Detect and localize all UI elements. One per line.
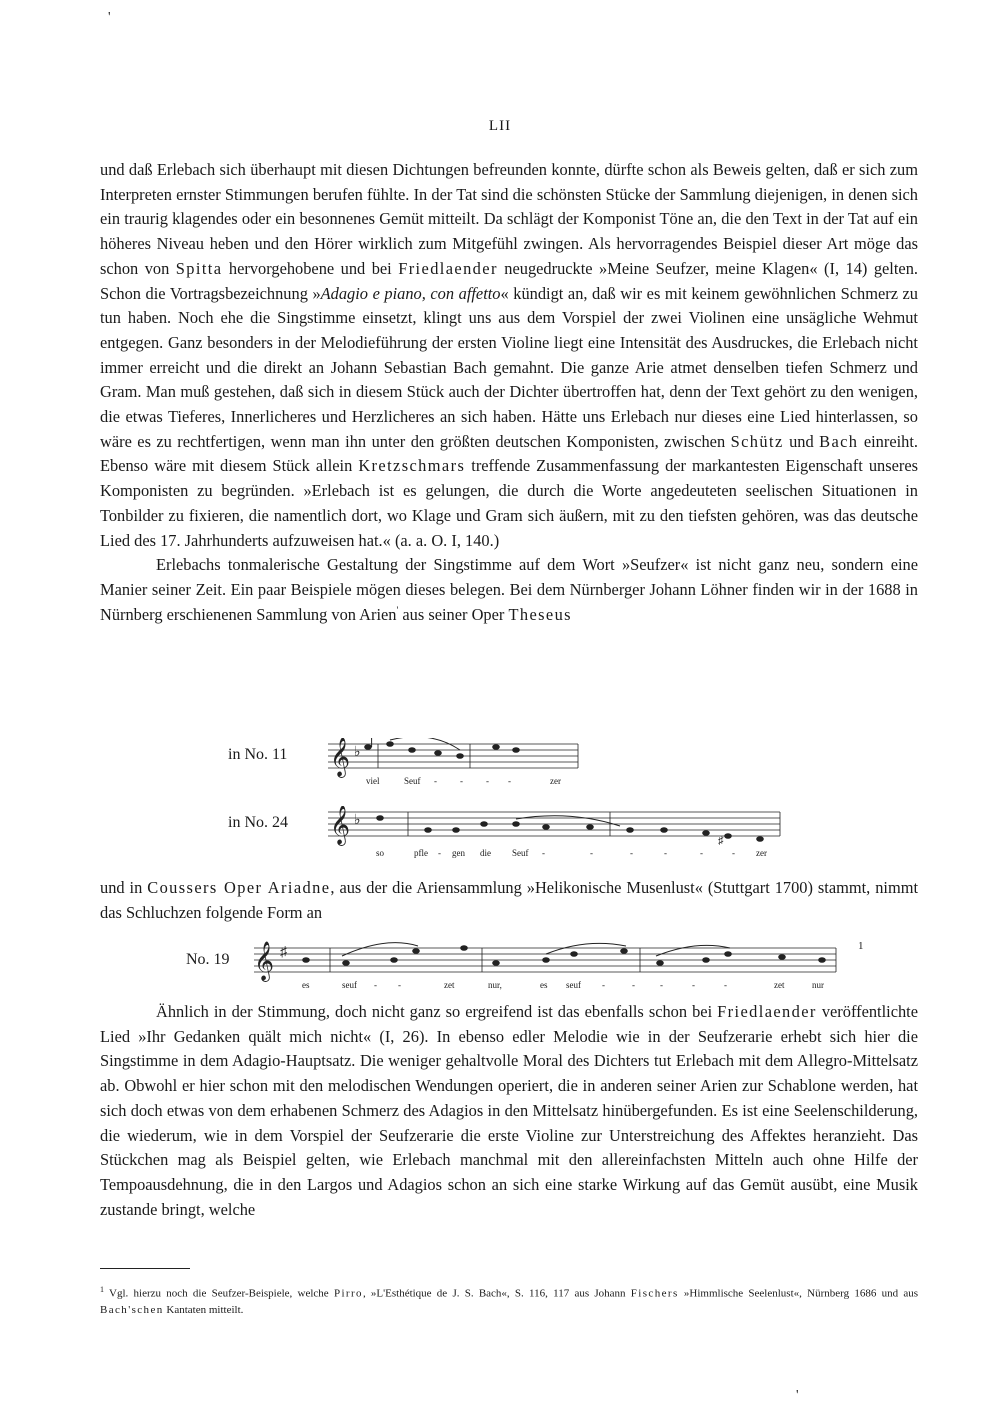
lyric-syllable: - bbox=[542, 848, 545, 858]
example-3-footnote-mark: 1 bbox=[858, 940, 864, 952]
paragraph-1-text: und bbox=[783, 431, 820, 451]
lyric-syllable: Seuf bbox=[404, 776, 421, 786]
music-example-3 bbox=[246, 940, 846, 1000]
treble-clef-icon: 𝄞 bbox=[330, 807, 351, 844]
svg-text:♯: ♯ bbox=[718, 835, 724, 847]
example-3-label: No. 19 bbox=[186, 951, 230, 968]
music-example-2 bbox=[320, 806, 800, 866]
paragraph-3 bbox=[100, 876, 918, 925]
lyric-syllable: - bbox=[590, 848, 593, 858]
footnote-number: 1 bbox=[100, 1285, 104, 1294]
lyric-syllable: - bbox=[732, 848, 735, 858]
lyric-syllable: so bbox=[376, 848, 385, 858]
paragraph-3-text: und in bbox=[100, 878, 148, 897]
svg-text:♭: ♭ bbox=[354, 813, 361, 828]
lyric-syllable: - bbox=[438, 848, 441, 858]
svg-text:♯: ♯ bbox=[280, 945, 287, 960]
treble-clef-icon: 𝄞 bbox=[330, 739, 351, 776]
lyric-syllable: - bbox=[660, 980, 663, 990]
lyric-syllable: - bbox=[664, 848, 667, 858]
paragraph-4-text: Ähnlich in der Stimmung, doch nicht ganz so ergreifend ist das ebenfalls schon bei bbox=[156, 1002, 718, 1021]
tempo-marking: Adagio e piano, con affetto bbox=[320, 283, 501, 303]
page-tick: ' bbox=[796, 1388, 799, 1403]
name-bach: Bach bbox=[819, 431, 859, 451]
name-fischers: Fischers bbox=[630, 1287, 679, 1300]
lyric-syllable: - bbox=[486, 776, 489, 786]
music-example-1 bbox=[320, 738, 620, 798]
lyric-syllable: seuf bbox=[342, 980, 357, 990]
lyric-syllable: zer bbox=[550, 776, 561, 786]
name-friedlaender: Friedlaender bbox=[398, 258, 498, 278]
paragraph-1-text: neugedruckte »Meine Seufzer, meine Klagen« (I, 14) gelten. Schon die Vortragsbezeichnung » bbox=[100, 258, 918, 303]
name-bachs: Bach'schen bbox=[100, 1303, 164, 1316]
lyric-syllable: zet bbox=[444, 980, 455, 990]
name-schuetz: Schütz bbox=[730, 431, 784, 451]
lyric-syllable: - bbox=[630, 848, 633, 858]
paragraph-1-text: und daß Erlebach sich überhaupt mit diesen Dichtungen befreunden konnte, dürfte schon als Beweis gelten, daß er sich zum Interpreten ernster Stimmungen berufen fühlte. In der Tat sind die schönsten Stücke der Sammlung diejenigen, in denen sich ein traurig klagendes oder ein besonnenes Gemüt mitteilt. Da schlägt der Komponist Töne an, die den Text in der Tat auf ein höheres Niveau heben und den Hörer wirklich zum Mitgefühl zwingen. Als hervorragendes Beispiel dieser Art möge das schon von bbox=[100, 160, 918, 278]
name-friedlaender: Friedlaender bbox=[717, 1002, 817, 1021]
footnote-text: , »L'Esthétique de J. S. Bach«, S. 116, 117 aus Johann bbox=[362, 1287, 631, 1300]
lyric-syllable: - bbox=[724, 980, 727, 990]
lyric-syllable: - bbox=[632, 980, 635, 990]
paragraph-2-text: Erlebachs tonmalerische Gestaltung der Singstimme auf dem Wort »Seufzer« ist nicht ganz neu, sondern eine Manier seiner Zeit. Ein paar Beispiele mögen dieses belegen. Bei dem Nürnberger Johann Löhner finden wir in der 1688 in Nürnberg erschienenen Sammlung von Arien bbox=[100, 555, 918, 624]
paragraph-1 bbox=[100, 158, 918, 627]
lyric-syllable: es bbox=[540, 980, 548, 990]
lyric-syllable: nur bbox=[812, 980, 824, 990]
footnote-text: Kantaten mitteilt. bbox=[163, 1303, 244, 1316]
paragraph-1-text: « kündigt an, daß wir es mit keinem gewöhnlichen Schmerz zu tun haben. Noch ehe die Singstimme einsetzt, klingt uns aus dem Vorspiel der zwei Violinen eine unsägliche Wehmut entgegen. Ganz besonders in der Melodieführung der ersten Violine liegt eine Intensität des Ausdruckes, die Erlebach nicht immer erreicht und die direkt an Johann Sebastian Bach gemahnt. Die ganze Arie atmet denselben tiefen Schmerz und Gram. Man muß gestehen, daß sich in diesem Stück auch der Dichter übertroffen hat, denn der Text gehört zu den wenigen, die etwas Tieferes, Innerlicheres und Herzlicheres an sich haben. Hätte uns Erlebach nur dieses eine Lied hinterlassen, so wäre es zu rechtfertigen, wenn man ihn unter den größten deutschen Komponisten, zwischen bbox=[100, 283, 918, 451]
lyric-syllable: - bbox=[434, 776, 437, 786]
paragraph-3-text: , aus der die Ariensammlung »Helikonische Musenlust« (Stuttgart 1700) stammt, nimmt das Schluchzen folgende Form an bbox=[100, 878, 919, 922]
lyric-syllable: gen bbox=[452, 848, 465, 858]
opera-theseus: Theseus bbox=[508, 604, 572, 624]
paragraph-1-text: einreiht. Ebenso wäre mit diesem Stück allein bbox=[100, 431, 918, 476]
paragraph-4 bbox=[100, 1000, 918, 1222]
opera-ariadne: Coussers Oper Ariadne bbox=[147, 878, 331, 897]
lyric-syllable: es bbox=[302, 980, 310, 990]
footnote-text: Vgl. hierzu noch die Seufzer-Beispiele, welche bbox=[104, 1287, 334, 1300]
name-kretzschmar: Kretzschmars bbox=[358, 456, 466, 476]
lyric-syllable: - bbox=[508, 776, 511, 786]
lyric-syllable: zet bbox=[774, 980, 785, 990]
treble-clef-icon: 𝄞 bbox=[254, 943, 275, 980]
lyric-syllable: viel bbox=[366, 776, 380, 786]
footnote bbox=[100, 1282, 918, 1318]
svg-text:♭: ♭ bbox=[354, 745, 361, 760]
footnote-text: »Himmlische Seelenlust«, Nürnberg 1686 und aus bbox=[678, 1287, 918, 1300]
paragraph-2-text: aus seiner Oper bbox=[398, 604, 509, 624]
margin-tick: ' bbox=[108, 10, 111, 25]
lyric-syllable: Seuf bbox=[512, 848, 529, 858]
name-pirro: Pirro bbox=[333, 1287, 363, 1300]
lyric-syllable: - bbox=[692, 980, 695, 990]
example-2-label: in No. 24 bbox=[228, 814, 288, 831]
paragraph-1-text: treffende Zusammenfassung der markantesten Eigenschaft unseres Komponisten zu begründen. »Erlebach ist es gelungen, die durch die Worte angedeuteten seelischen Situationen in Tonbilder zu fixieren, die namentlich dort, wo Klage und Gram sich äußern, mit zu den tiefsten gehören, was das deutsche Lied des 17. Jahrhunderts aufzuweisen hat.« (a. a. O. I, 140.) bbox=[100, 456, 918, 550]
page-number: LII bbox=[488, 118, 512, 134]
footnote-rule bbox=[100, 1268, 190, 1269]
lyric-syllable: pfle bbox=[414, 848, 428, 858]
lyric-syllable: - bbox=[602, 980, 605, 990]
name-spitta: Spitta bbox=[175, 258, 223, 278]
paragraph-4-text: veröffentlichte Lied »Ihr Gedanken quält mich nicht« (I, 26). In ebenso edler Melodie wie in der Seufzerarie erhebt sich hier die Singstimme in dem Adagio-Hauptsatz. Die weniger gehaltvolle Moral des Dichters tut Erlebach mit dem Allegro-Mittelsatz ab. Obwohl er hier schon mit den melodischen Wendungen operiert, die in anderen seiner Arien zur Schablone werden, hat sich doch etwas von dem erhabenen Schmerz des Adagios in den Mittelsatz hinübergefunden. Es ist eine Seelenschilderung, die wiederum, wie in dem Vorspiel der Seufzerarie die erste Violine zur Unterstreichung des Affektes heranzieht. Das Stückchen mag als Beispiel gelten, wie Erlebach manchmal mit den allereinfachsten Mitteln auch ohne Hilfe der Tempoausdehnung, die in den Largos und Adagios schon an sich eine starke Wirkung auf das Gemüt ausübt, eine Musik zustande bringt, welche bbox=[100, 1002, 918, 1219]
lyric-syllable: seuf bbox=[566, 980, 581, 990]
lyric-syllable: nur, bbox=[488, 980, 502, 990]
paragraph-1-text: hervorgehobene und bei bbox=[222, 258, 399, 278]
lyric-syllable: die bbox=[480, 848, 491, 858]
lyric-syllable: - bbox=[374, 980, 377, 990]
lyric-syllable: - bbox=[700, 848, 703, 858]
footnote-marker: ' bbox=[396, 605, 399, 617]
lyric-syllable: - bbox=[460, 776, 463, 786]
lyric-syllable: - bbox=[398, 980, 401, 990]
lyric-syllable: zer bbox=[756, 848, 767, 858]
example-1-label: in No. 11 bbox=[228, 746, 288, 763]
